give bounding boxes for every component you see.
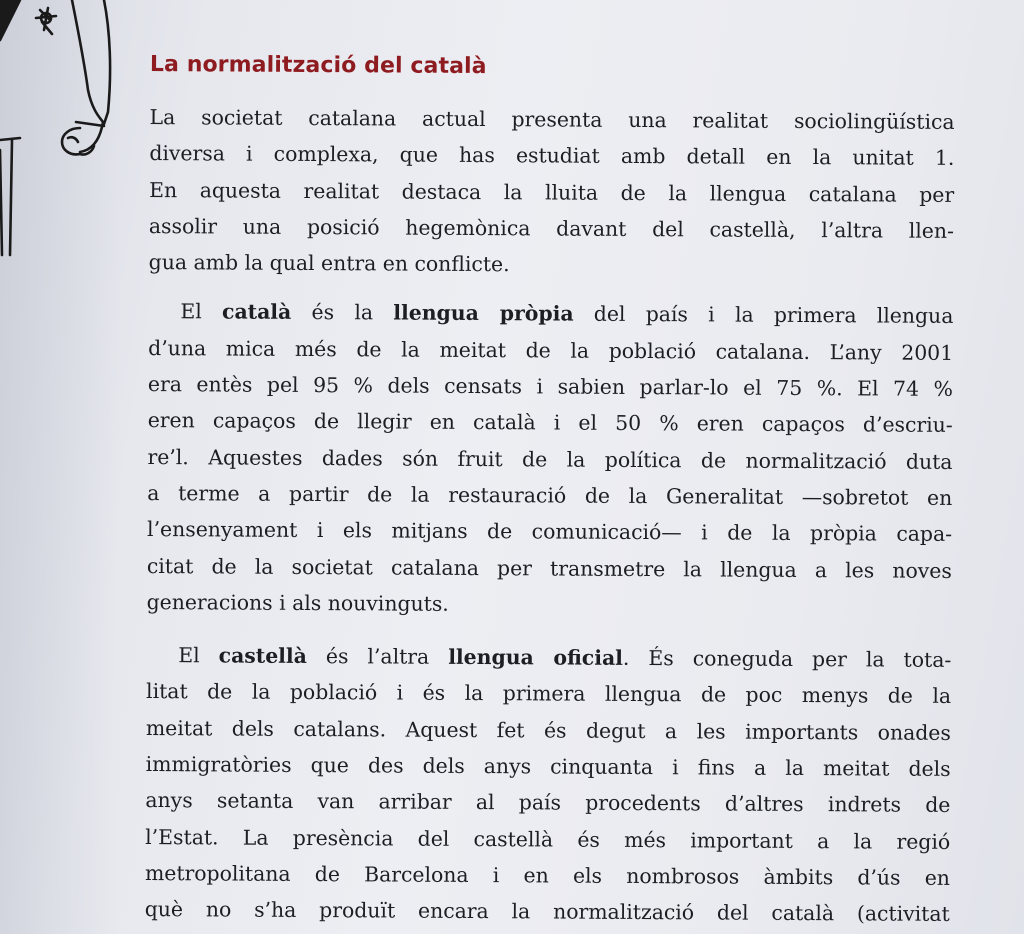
paragraph-2-line: generacions i als nouvinguts. (146, 589, 449, 616)
paragraph-3-line: litat de la població i és la primera llengua de poc menys de la (146, 679, 952, 709)
paragraph-3-line: immigratòries que des dels anys cinquanta i fins a la meitat dels (145, 752, 951, 781)
text-column (145, 52, 955, 932)
bold-term-castella: castellà (218, 643, 308, 669)
paragraph-2-line: a terme a partir de la restauració de la Generalitat —sobretot en (147, 480, 953, 510)
paragraph-1-line: diversa i complexa, que has estudiat amb detall en la unitat 1. (149, 141, 955, 171)
paragraph-1-line: assolir una posició hegemònica davant del castellà, l’altra llen- (148, 213, 954, 243)
paragraph-1-line: En aquesta realitat destaca la lluita de la llengua catalana per (149, 177, 955, 207)
paragraph-3-first-line (146, 637, 951, 678)
paragraph-2-line: l’ensenyament i els mitjans de comunicació— i de la pròpia capa- (147, 517, 953, 547)
paragraph-1 (149, 99, 955, 285)
paragraph-3-line: l’Estat. La presència del castellà és més important a la regió (145, 824, 951, 854)
text-run: . És coneguda per la tota- (622, 646, 952, 673)
text-run: és la (291, 300, 394, 325)
section-title: La normalització del català (149, 52, 487, 80)
bold-term-llengua-propia: llengua pròpia (393, 300, 574, 327)
text-run: El (180, 299, 223, 324)
paragraph-1-line: gua amb la qual entra en conflicte. (148, 250, 510, 277)
paragraph-2-line: citat de la societat catalana per transmetre la llengua a les noves (146, 553, 952, 583)
paragraph-3 (145, 637, 952, 932)
paragraph-2-first-line (148, 293, 953, 334)
bold-term-llengua-oficial: llengua oficial (448, 644, 624, 671)
text-run: El (178, 643, 219, 668)
paragraph-2-line: re’l. Aquestes dades són fruit de la política de normalització duta (147, 444, 953, 474)
paragraph-3-line: metropolitana de Barcelona i en els nombrosos àmbits d’ús en (144, 860, 951, 890)
bold-term-catala: català (222, 299, 292, 325)
paragraph-1-line: La societat catalana actual presenta una realitat sociolingüística (149, 104, 955, 134)
paragraph-3-line: anys setanta van arribar al país procedents d’altres indrets de (145, 788, 951, 818)
text-run: del país i la primera llengua (573, 302, 954, 329)
figure-illustration-icon (0, 0, 125, 260)
paragraph-2-line: eren capaços de llegir en català i el 50 % eren capaços d’escriu- (147, 408, 953, 438)
paragraph-2-line: d’una mica més de la meitat de la població catalana. L’any 2001 (148, 335, 954, 365)
paragraph-3-line: meitat dels catalans. Aquest fet és degut a les importants onades (145, 715, 951, 745)
paragraph-3-line: què no s’ha produït encara la normalització del català (activitat (144, 897, 950, 927)
text-run: és l’altra (306, 644, 449, 669)
paragraph-2-line: era entès pel 95 % dels censats i sabien parlar-lo el 75 %. El 74 % (147, 372, 954, 401)
paragraph-2 (147, 293, 954, 625)
